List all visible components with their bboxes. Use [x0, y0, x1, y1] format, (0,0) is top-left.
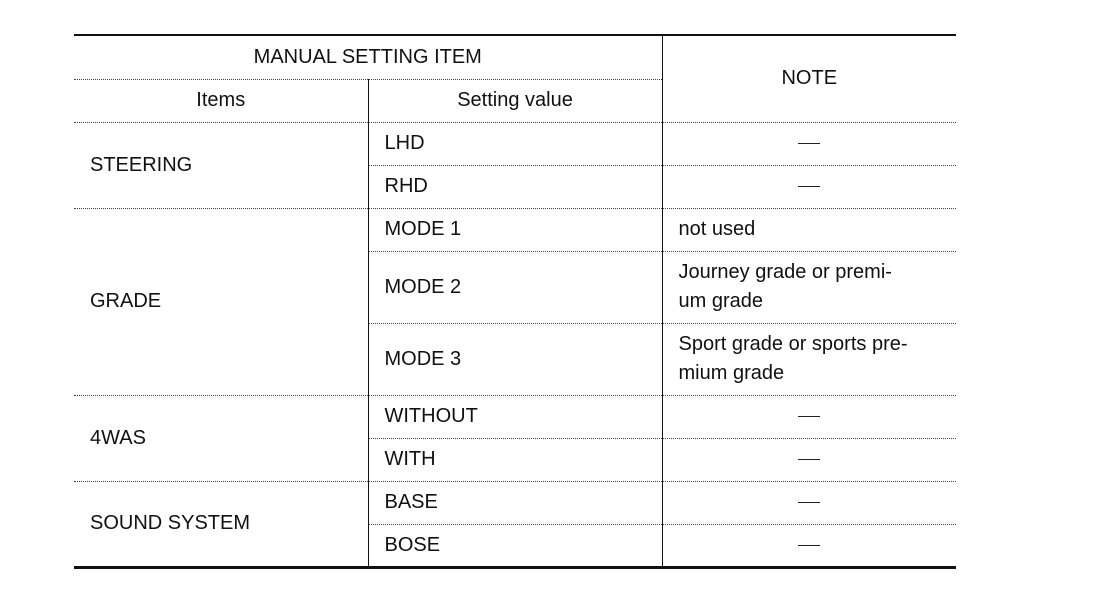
item-sound-system: SOUND SYSTEM [74, 481, 368, 567]
header-items: Items [74, 79, 368, 122]
note-mode-2-line2: um grade [678, 290, 764, 312]
note-mode-3-line2: mium grade [678, 362, 785, 384]
note-lhd [662, 122, 956, 165]
dash-mark [798, 545, 820, 546]
value-bose: BOSE [368, 524, 662, 567]
dash-mark [798, 459, 820, 460]
note-mode-2 [662, 251, 956, 323]
value-lhd: LHD [368, 122, 662, 165]
value-without: WITHOUT [368, 395, 662, 438]
note-mode-2-line1: Journey grade or premi- [678, 261, 892, 283]
manual-setting-table [74, 34, 956, 569]
note-rhd [662, 165, 956, 208]
value-mode-1: MODE 1 [368, 208, 662, 251]
value-mode-3: MODE 3 [368, 323, 662, 395]
header-manual-setting-item: MANUAL SETTING ITEM [74, 35, 662, 79]
note-mode-1: not used [662, 208, 956, 251]
value-rhd: RHD [368, 165, 662, 208]
header-setting-value: Setting value [368, 79, 662, 122]
note-with [662, 438, 956, 481]
dash-mark [798, 502, 820, 503]
note-mode-3-line1: Sport grade or sports pre- [678, 333, 908, 355]
note-mode-3 [662, 323, 956, 395]
value-with: WITH [368, 438, 662, 481]
dash-mark [798, 143, 820, 144]
item-steering: STEERING [74, 122, 368, 208]
value-base: BASE [368, 481, 662, 524]
dash-mark [798, 416, 820, 417]
note-without [662, 395, 956, 438]
header-note: NOTE [662, 35, 956, 122]
item-4was: 4WAS [74, 395, 368, 481]
item-grade: GRADE [74, 208, 368, 395]
value-mode-2: MODE 2 [368, 251, 662, 323]
note-base [662, 481, 956, 524]
dash-mark [798, 186, 820, 187]
note-bose [662, 524, 956, 567]
